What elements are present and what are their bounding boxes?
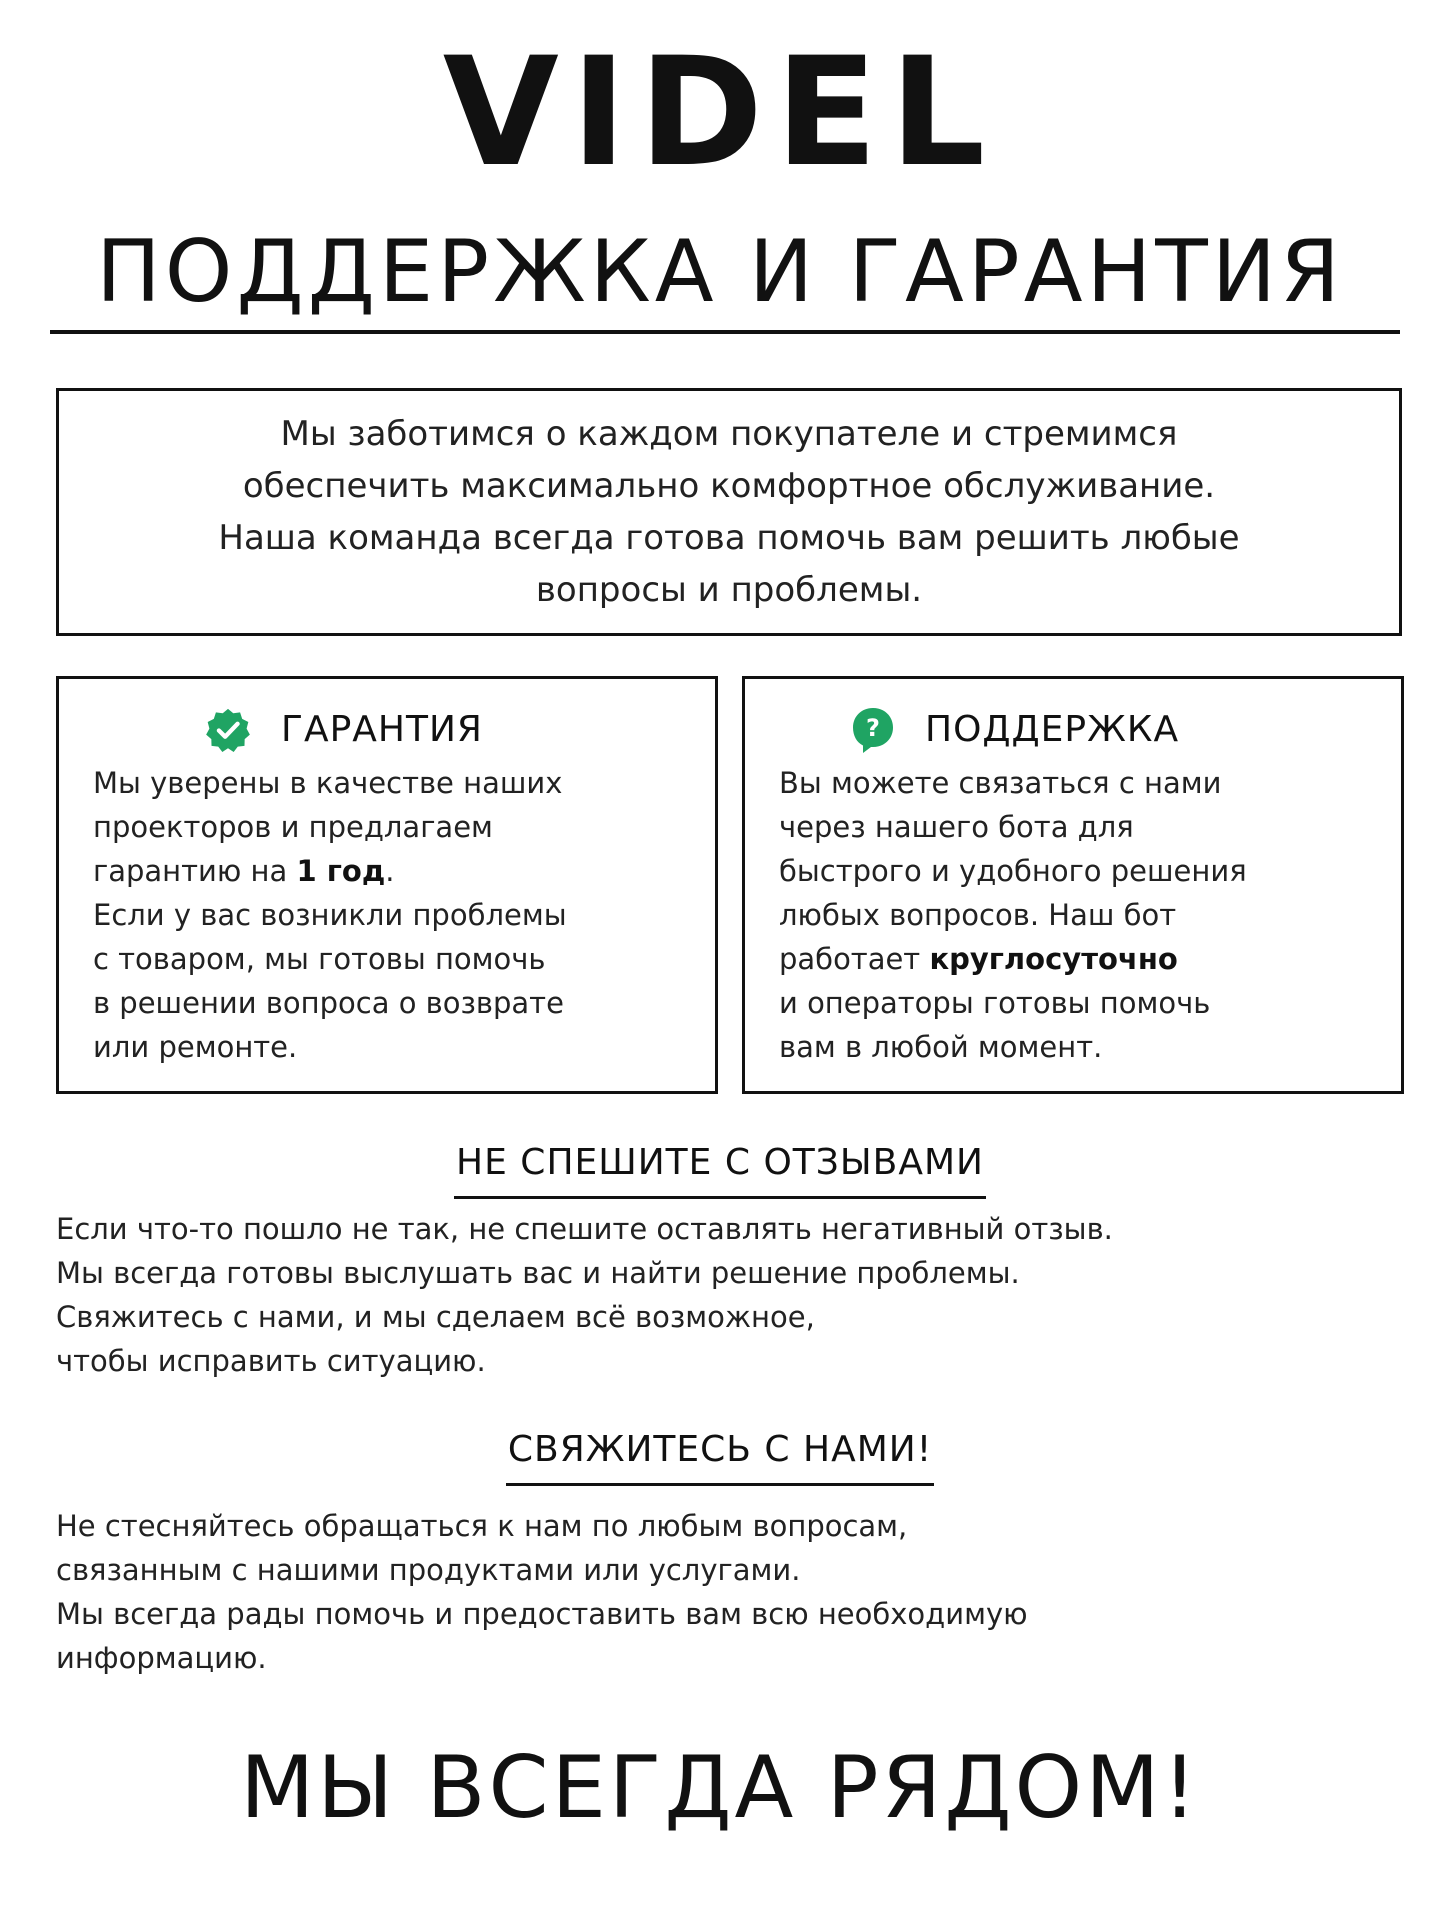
warranty-line: Мы уверены в качестве наших	[93, 766, 563, 800]
warranty-card-header	[205, 705, 483, 755]
support-line	[779, 937, 1391, 981]
warranty-period: 1 год	[296, 854, 386, 888]
warranty-card	[56, 676, 718, 1094]
contact-paragraph	[56, 1504, 1416, 1680]
intro-text	[218, 408, 1239, 616]
reviews-paragraph	[56, 1207, 1416, 1383]
warranty-card-body	[93, 761, 705, 1069]
warranty-line: проекторов и предлагаем	[93, 810, 493, 844]
support-line: любых вопросов. Наш бот	[779, 898, 1177, 932]
intro-line: вопросы и проблемы.	[535, 570, 923, 610]
support-line: и операторы готовы помочь	[779, 986, 1211, 1020]
contact-line: Не стесняйтесь обращаться к нам по любым вопросам,	[56, 1509, 908, 1543]
support-line: вам в любой момент.	[779, 1030, 1103, 1064]
question-chat-icon	[851, 706, 895, 754]
warranty-line-prefix: гарантию на	[93, 854, 297, 888]
warranty-line	[93, 849, 705, 893]
footer-slogan: МЫ ВСЕГДА РЯДОМ!	[240, 1738, 1200, 1838]
warranty-line: в решении вопроса о возврате	[93, 986, 564, 1020]
warranty-line: с товаром, мы готовы помочь	[93, 942, 546, 976]
support-line: быстрого и удобного решения	[779, 854, 1247, 888]
support-card-header	[851, 705, 1179, 755]
warranty-line: Если у вас возникли проблемы	[93, 898, 567, 932]
title-divider	[50, 330, 1400, 334]
contact-line: связанным с нашими продуктами или услугами.	[56, 1553, 801, 1587]
intro-line: Мы заботимся о каждом покупателе и стремимся	[280, 414, 1178, 454]
support-line: Вы можете связаться с нами	[779, 766, 1222, 800]
warranty-card-title: ГАРАНТИЯ	[281, 709, 483, 750]
support-line: через нашего бота для	[779, 810, 1134, 844]
support-card-title: ПОДДЕРЖКА	[925, 709, 1180, 750]
support-line-prefix: работает	[779, 942, 930, 976]
contact-line: Мы всегда рады помочь и предоставить вам всю необходимую	[56, 1597, 1028, 1631]
contact-line: информацию.	[56, 1641, 267, 1675]
support-card-body	[779, 761, 1391, 1069]
warranty-line: или ремонте.	[93, 1030, 298, 1064]
reviews-line: чтобы исправить ситуацию.	[56, 1344, 486, 1378]
verified-badge-icon	[205, 707, 251, 753]
support-hours: круглосуточно	[929, 942, 1178, 976]
page-title: ПОДДЕРЖКА И ГАРАНТИЯ	[96, 222, 1344, 322]
reviews-heading: НЕ СПЕШИТЕ С ОТЗЫВАМИ	[454, 1138, 986, 1199]
support-card	[742, 676, 1404, 1094]
contact-heading: СВЯЖИТЕСЬ С НАМИ!	[506, 1425, 934, 1486]
svg-text:?: ?	[866, 714, 880, 742]
reviews-line: Если что-то пошло не так, не спешите оставлять негативный отзыв.	[56, 1212, 1113, 1246]
intro-box	[56, 388, 1402, 636]
brand-logo: VIDEL	[442, 26, 998, 200]
reviews-line: Свяжитесь с нами, и мы сделаем всё возможное,	[56, 1300, 815, 1334]
intro-line: Наша команда всегда готова помочь вам решить любые	[218, 518, 1240, 558]
contact-section-title	[0, 1425, 1440, 1486]
reviews-line: Мы всегда готовы выслушать вас и найти решение проблемы.	[56, 1256, 1020, 1290]
reviews-section-title	[0, 1138, 1440, 1199]
warranty-line-suffix: .	[385, 854, 395, 888]
intro-line: обеспечить максимально комфортное обслуживание.	[242, 466, 1216, 506]
